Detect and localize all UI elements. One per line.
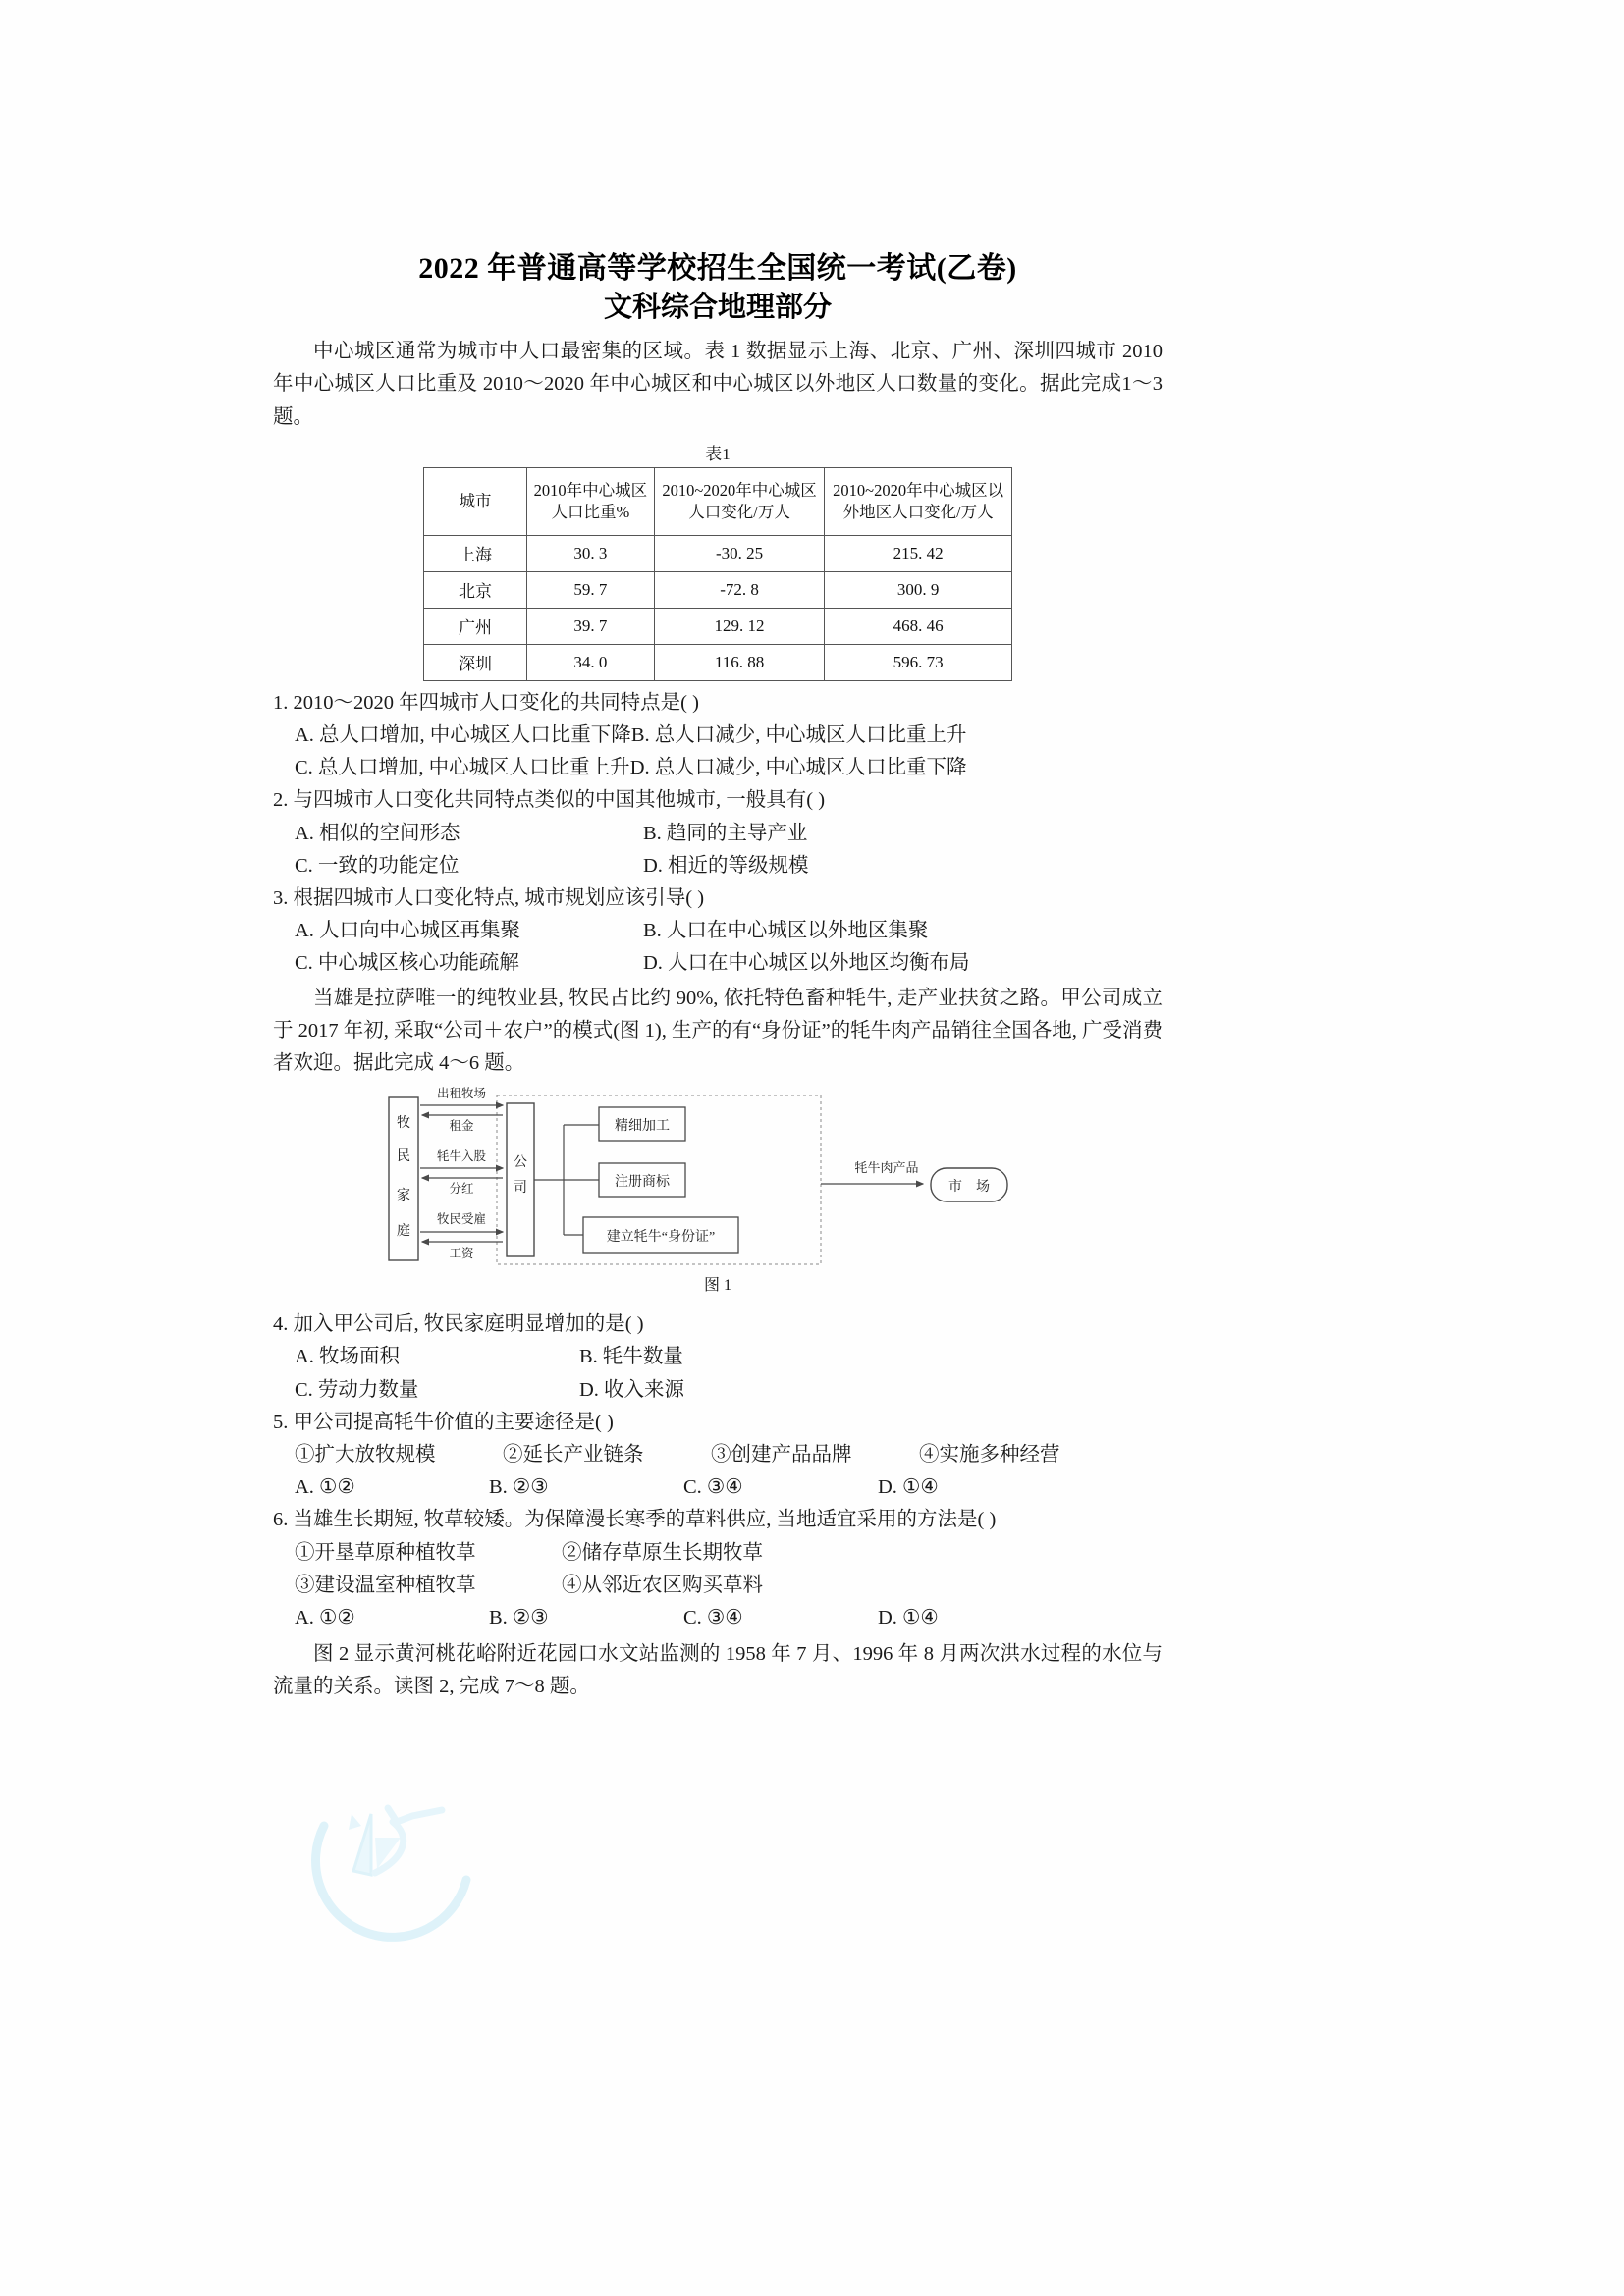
watermark-stroke-vertical (353, 1814, 371, 1875)
passage-1: 中心城区通常为城市中人口最密集的区域。表 1 数据显示上海、北京、广州、深圳四城市 2010 年中心城区人口比重及 2010～2020 年中心城区和中心城区以外地区人口数量的变化。据此完成1～3 题。 (273, 341, 1163, 428)
question-6-item-1: ①开垦草原种植牧草 (295, 1541, 476, 1564)
watermark-arc (316, 1826, 466, 1937)
figure-1-arrow-label-yak-shares: 牦牛入股 (436, 1149, 487, 1164)
cell-center-change: -72. 8 (654, 571, 825, 608)
question-6-stem: 6. 当雄生长期短, 牧草较矮。为保障漫长寒季的草料供应, 当地适宜采用的方法是( ) (273, 1509, 997, 1531)
question-1 (273, 687, 1163, 785)
question-3-options-row2 (273, 947, 1163, 980)
question-3 (273, 882, 1163, 981)
idcard-box-label: 建立牦牛“身份证” (606, 1230, 716, 1246)
question-3-options-row1 (273, 915, 1163, 947)
table-body (424, 535, 1012, 680)
question-5-item-1: ①扩大放牧规模 (295, 1444, 436, 1467)
market-box-label: 市 场 (948, 1180, 990, 1196)
passage-3: 图 2 显示黄河桃花峪附近花园口水文站监测的 1958 年 7 月、1996 年 8 月两次洪水过程的水位与流量的关系。读图 2, 完成 7～8 题。 (273, 1643, 1163, 1698)
figure-1-arrow-label-wage: 工资 (449, 1247, 474, 1261)
figure-1-container (273, 1086, 1163, 1297)
figure-1-arrow-label-rent-fee: 租金 (449, 1119, 474, 1134)
question-6-option-c[interactable]: C. ③④ (683, 1607, 743, 1629)
question-6 (273, 1504, 1163, 1634)
question-6-option-d[interactable]: D. ①④ (878, 1607, 939, 1629)
question-1-option-c[interactable]: C. 总人口增加, 中心城区人口比重上升 (295, 757, 630, 779)
question-5-option-c[interactable]: C. ③④ (683, 1476, 743, 1499)
cell-ratio-2010: 59. 7 (527, 571, 655, 608)
watermark-stroke-diagonal (375, 1838, 401, 1869)
question-6-item-3: ③建设温室种植牧草 (295, 1574, 476, 1596)
watermark-logo (295, 1787, 511, 1993)
question-6-items-row1 (273, 1537, 1163, 1570)
figure-1-arrow-label-employment: 牧民受雇 (436, 1212, 487, 1227)
herder-family-label-char-4: 庭 (397, 1224, 410, 1240)
question-5-item-2: ②延长产业链条 (503, 1444, 644, 1467)
paper-content-area (273, 250, 1163, 1706)
cell-city: 上海 (424, 535, 527, 571)
question-4-option-a[interactable]: A. 牧场面积 (295, 1346, 401, 1368)
cell-city: 广州 (424, 608, 527, 644)
column-header-outer-change-line2: 外地区人口变化/万人 (842, 502, 994, 521)
figure-1-arrow-label-rent-out: 出租牧场 (436, 1087, 487, 1101)
question-1-option-b[interactable]: B. 总人口减少, 中心城区人口比重上升 (630, 724, 967, 746)
population-data-table (423, 467, 1012, 681)
cell-outer-change: 596. 73 (825, 644, 1012, 680)
question-2 (273, 784, 1163, 882)
question-2-option-c[interactable]: C. 一致的功能定位 (295, 854, 460, 877)
figure-1-caption: 图 1 (703, 1277, 731, 1295)
herder-family-label-char-2: 民 (397, 1149, 410, 1165)
column-header-ratio-2010-line1: 2010年中心城区 (533, 480, 648, 500)
question-3-option-d[interactable]: D. 人口在中心城区以外地区均衡布局 (643, 952, 970, 975)
question-5-stem: 5. 甲公司提高牦牛价值的主要途径是( ) (273, 1411, 614, 1433)
question-4-options-row1 (273, 1341, 1163, 1373)
question-6-option-b[interactable]: B. ②③ (489, 1607, 549, 1629)
watermark-wing-left (349, 1814, 361, 1830)
cell-ratio-2010: 30. 3 (527, 535, 655, 571)
table-row (424, 535, 1012, 571)
cell-center-change: 129. 12 (654, 608, 825, 644)
table-1-caption: 表1 (705, 444, 731, 463)
cell-city: 北京 (424, 571, 527, 608)
question-2-option-a[interactable]: A. 相似的空间形态 (295, 822, 460, 844)
column-header-center-change-line1: 2010~2020年中心城区 (662, 480, 817, 500)
column-header-center-change (654, 467, 825, 535)
question-1-stem: 1. 2010～2020 年四城市人口变化的共同特点是( ) (273, 691, 699, 714)
question-1-options-row1 (273, 720, 1163, 752)
question-3-option-c[interactable]: C. 中心城区核心功能疏解 (295, 952, 519, 975)
processing-box-label: 精细加工 (615, 1119, 670, 1135)
cell-outer-change: 215. 42 (825, 535, 1012, 571)
question-3-stem: 3. 根据四城市人口变化特点, 城市规划应该引导( ) (273, 887, 705, 910)
question-4-options-row2 (273, 1374, 1163, 1407)
question-1-option-d[interactable]: D. 总人口减少, 中心城区人口比重下降 (629, 757, 967, 779)
question-2-options-row2 (273, 850, 1163, 882)
question-5-option-d[interactable]: D. ①④ (878, 1476, 939, 1499)
cell-outer-change: 300. 9 (825, 571, 1012, 608)
question-4-option-c[interactable]: C. 劳动力数量 (295, 1378, 419, 1401)
question-4-option-d[interactable]: D. 收入来源 (579, 1378, 685, 1401)
passage-2: 当雄是拉萨唯一的纯牧业县, 牧民占比约 90%, 依托特色畜种牦牛, 走产业扶贫之路。甲公司成立于 2017 年初, 采取“公司＋农户”的模式(图 1), 生产的有“身份证”的牦牛肉产品销往全国各地, 广受消费者欢迎。据此完成 4～6 题。 (273, 987, 1163, 1075)
question-2-option-d[interactable]: D. 相近的等级规模 (643, 854, 809, 877)
question-5-item-4: ④实施多种经营 (919, 1444, 1060, 1467)
table-header-row (424, 467, 1012, 535)
question-4-stem: 4. 加入甲公司后, 牧民家庭明显增加的是( ) (273, 1313, 644, 1336)
cell-city: 深圳 (424, 644, 527, 680)
herder-family-label-char-1: 牧 (397, 1116, 410, 1132)
question-6-option-a[interactable]: A. ①② (295, 1607, 355, 1629)
question-5-item-3: ③创建产品品牌 (711, 1444, 852, 1467)
figure-1-flowchart (381, 1086, 1029, 1272)
question-1-option-a[interactable]: A. 总人口增加, 中心城区人口比重下降 (295, 724, 631, 746)
table-header (424, 467, 1012, 535)
table-row (424, 608, 1012, 644)
watermark-wing-right (388, 1808, 442, 1822)
table-row (424, 644, 1012, 680)
watermark-stroke-curve (375, 1822, 404, 1873)
question-6-item-2: ②储存草原生长期牧草 (562, 1541, 763, 1564)
question-5 (273, 1407, 1163, 1505)
question-3-option-a[interactable]: A. 人口向中心城区再集聚 (295, 920, 521, 942)
figure-1-arrow-label-product: 牦牛肉产品 (854, 1160, 919, 1176)
question-2-option-b[interactable]: B. 趋同的主导产业 (643, 822, 808, 844)
page-title: 2022 年普通高等学校招生全国统一考试(乙卷) (418, 252, 1017, 285)
table-row (424, 571, 1012, 608)
company-box (507, 1103, 534, 1256)
cell-center-change: -30. 25 (654, 535, 825, 571)
trademark-box-label: 注册商标 (615, 1175, 670, 1191)
cell-center-change: 116. 88 (654, 644, 825, 680)
question-6-item-4: ④从邻近农区购买草料 (562, 1574, 763, 1596)
question-4-option-b[interactable]: B. 牦牛数量 (579, 1346, 683, 1368)
question-5-option-b[interactable]: B. ②③ (489, 1476, 549, 1499)
cell-ratio-2010: 34. 0 (527, 644, 655, 680)
company-label-char-2: 司 (514, 1181, 527, 1197)
question-5-option-a[interactable]: A. ①② (295, 1476, 355, 1499)
question-6-items-row2 (273, 1570, 1163, 1602)
question-5-items (273, 1439, 1163, 1471)
column-header-outer-change-line1: 2010~2020年中心城区以 (833, 480, 1004, 500)
question-2-options-row1 (273, 818, 1163, 850)
column-header-outer-change (825, 467, 1012, 535)
herder-family-label-char-3: 家 (397, 1189, 410, 1204)
figure-1-arrow-label-dividend: 分红 (449, 1182, 474, 1197)
page-subtitle: 文科综合地理部分 (603, 291, 832, 323)
company-label-char-1: 公 (514, 1155, 527, 1171)
column-header-ratio-2010-line2: 人口比重% (551, 502, 630, 521)
cell-ratio-2010: 39. 7 (527, 608, 655, 644)
question-4 (273, 1308, 1163, 1407)
cell-outer-change: 468. 46 (825, 608, 1012, 644)
question-5-options (273, 1471, 1163, 1504)
question-6-options (273, 1602, 1163, 1634)
column-header-city: 城市 (424, 467, 527, 535)
question-2-stem: 2. 与四城市人口变化共同特点类似的中国其他城市, 一般具有( ) (273, 789, 826, 812)
column-header-ratio-2010 (527, 467, 655, 535)
question-3-option-b[interactable]: B. 人口在中心城区以外地区集聚 (643, 920, 929, 942)
question-1-options-row2 (273, 752, 1163, 784)
column-header-center-change-line2: 人口变化/万人 (688, 502, 790, 521)
